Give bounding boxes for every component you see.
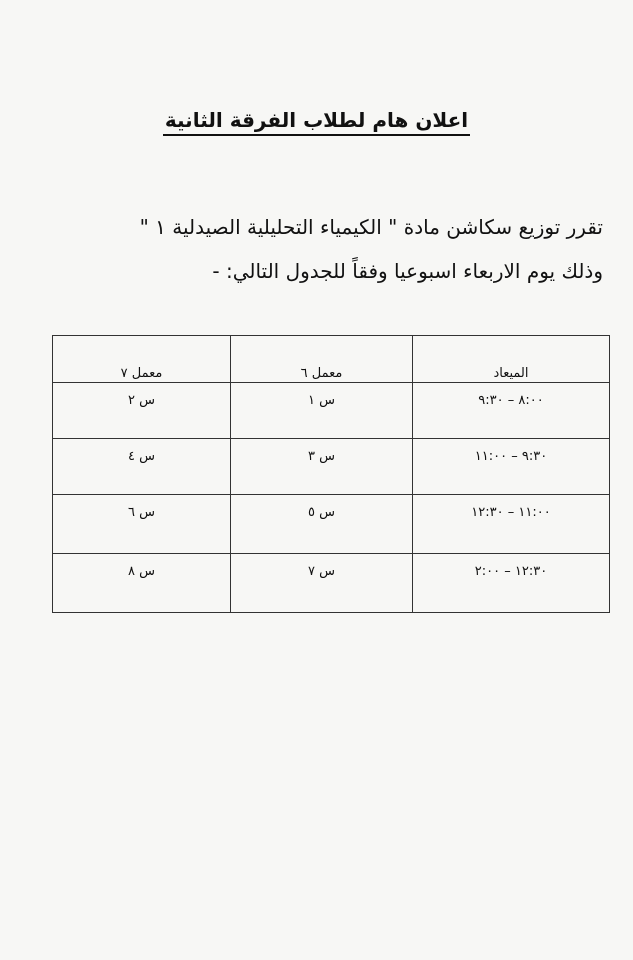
cell-lab-6: س ٥ xyxy=(231,495,413,554)
cell-time: ٩:٣٠ – ١١:٠٠ xyxy=(413,439,610,495)
header-lab-6: معمل ٦ xyxy=(231,336,413,383)
cell-lab-6: س ١ xyxy=(231,383,413,439)
paragraph-line-2: وذلك يوم الاربعاء اسبوعيا وفقاً للجدول التالي: - xyxy=(212,259,603,283)
cell-lab-6: س ٣ xyxy=(231,439,413,495)
table-row xyxy=(53,495,610,554)
header-time: الميعاد xyxy=(413,336,610,383)
cell-time: ١١:٠٠ – ١٢:٣٠ xyxy=(413,495,610,554)
cell-lab-7: س ٢ xyxy=(53,383,231,439)
table-row xyxy=(53,439,610,495)
cell-lab-6: س ٧ xyxy=(231,554,413,613)
announcement-title xyxy=(0,108,633,132)
table-row xyxy=(53,554,610,613)
cell-time: ٨:٠٠ – ٩:٣٠ xyxy=(413,383,610,439)
table-header-row xyxy=(53,336,610,383)
cell-time: ١٢:٣٠ – ٢:٠٠ xyxy=(413,554,610,613)
announcement-title-text: اعلان هام لطلاب الفرقة الثانية xyxy=(163,108,470,136)
table-row xyxy=(53,383,610,439)
paragraph-line-1: تقرر توزيع سكاشن مادة " الكيمياء التحليلية الصيدلية ١ " xyxy=(139,215,603,239)
cell-lab-7: س ٨ xyxy=(53,554,231,613)
header-lab-7: معمل ٧ xyxy=(53,336,231,383)
announcement-paragraph xyxy=(43,205,603,293)
cell-lab-7: س ٦ xyxy=(53,495,231,554)
cell-lab-7: س ٤ xyxy=(53,439,231,495)
schedule-table xyxy=(52,335,610,613)
